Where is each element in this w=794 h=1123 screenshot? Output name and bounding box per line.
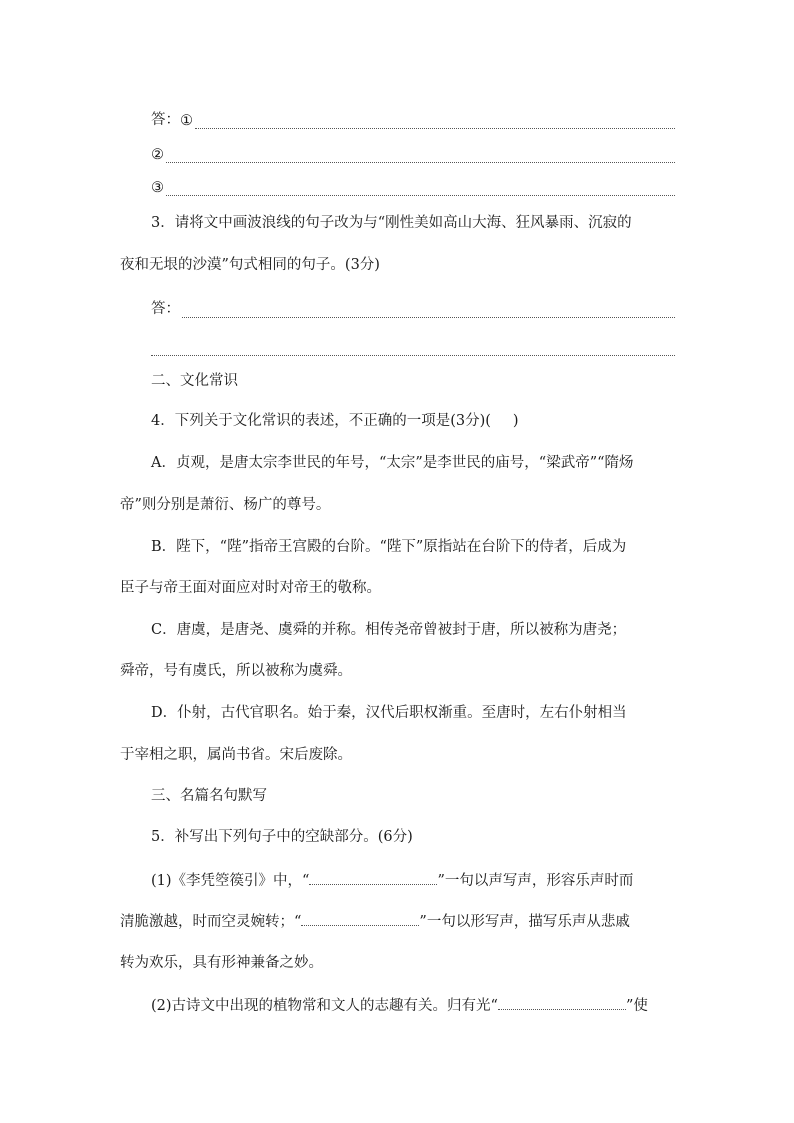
q5-part1-line-1 <box>151 870 633 891</box>
circle-number-3: ③ <box>151 180 164 196</box>
answer-line-2[interactable] <box>151 143 675 163</box>
q3-answer-blank-2[interactable] <box>151 342 675 356</box>
circle-number-2: ② <box>151 147 164 163</box>
q3-line-1: 3．请将文中画波浪线的句子改为与“刚性美如高山大海、狂风暴雨、沉寂的 <box>151 215 632 231</box>
q3-answer-blank-1[interactable] <box>182 304 675 318</box>
q5-part1-line-2 <box>120 911 630 932</box>
fill-blank-2[interactable] <box>301 911 419 926</box>
section-heading-3: 三、名篇名句默写 <box>151 788 267 804</box>
q5-p1-text-c: 清脆激越，时而空灵婉转；“ <box>120 914 302 930</box>
q4-option-a-line-1: A．贞观，是唐太宗李世民的年号，“太宗”是李世民的庙号，“梁武帝”“隋炀 <box>151 455 634 471</box>
q4-option-c-line-1: C．唐虞，是唐尧、虞舜的并称。相传尧帝曾被封于唐，所以被称为唐尧； <box>151 622 627 638</box>
q5-part2-line-1 <box>151 995 648 1016</box>
q5-p1-text-d: ”一句以形写声，描写乐声从悲戚 <box>419 914 630 930</box>
q3-answer-label: 答： <box>151 301 180 317</box>
q5-p1-text-a: (1)《李凭箜篌引》中，“ <box>151 873 310 889</box>
circle-number-1: ① <box>180 113 193 129</box>
q4-option-a-line-2: 帝”则分别是萧衍、杨广的尊号。 <box>120 497 331 513</box>
answer-blank-1[interactable] <box>195 115 675 129</box>
q4-stem-text: 4．下列关于文化常识的表述，不正确的一项是(3分)( <box>151 413 491 429</box>
q4-stem-close: ) <box>512 413 519 429</box>
q5-p2-text-b: ”使 <box>625 998 648 1014</box>
q5-stem: 5．补写出下列句子中的空缺部分。(6分) <box>151 829 413 845</box>
q4-option-d-line-2: 于宰相之职，属尚书省。宋后废除。 <box>120 747 352 763</box>
q4-option-c-line-2: 舜帝，号有虞氏，所以被称为虞舜。 <box>120 663 352 679</box>
q4-stem <box>151 411 519 431</box>
answer-blank-2[interactable] <box>166 149 675 163</box>
q5-p1-text-b: ”一句以声写声，形容乐声时而 <box>437 873 634 889</box>
q3-answer-line-2[interactable] <box>151 336 675 356</box>
fill-blank-3[interactable] <box>498 995 626 1010</box>
q3-answer-line-1[interactable] <box>151 298 675 318</box>
answer-blank-3[interactable] <box>166 182 675 196</box>
answer-line-1[interactable] <box>151 109 675 129</box>
q3-line-2: 夜和无垠的沙漠”句式相同的句子。(3分) <box>120 257 380 273</box>
answer-label: 答： <box>151 112 180 128</box>
fill-blank-1[interactable] <box>309 870 437 885</box>
q4-option-b-line-2: 臣子与帝王面对面应对时对帝王的敬称。 <box>120 580 381 596</box>
q4-option-d-line-1: D．仆射，古代官职名。始于秦，汉代后职权渐重。至唐时，左右仆射相当 <box>151 705 627 721</box>
q5-p2-text-a: (2)古诗文中出现的植物常和文人的志趣有关。归有光“ <box>151 998 498 1014</box>
q4-option-b-line-1: B．陛下，“陛”指帝王宫殿的台阶。“陛下”原指站在台阶下的侍者，后成为 <box>151 539 627 555</box>
answer-line-3[interactable] <box>151 176 675 196</box>
section-heading-2: 二、文化常识 <box>151 373 238 389</box>
q5-part1-line-3: 转为欢乐，具有形神兼备之妙。 <box>120 955 323 971</box>
